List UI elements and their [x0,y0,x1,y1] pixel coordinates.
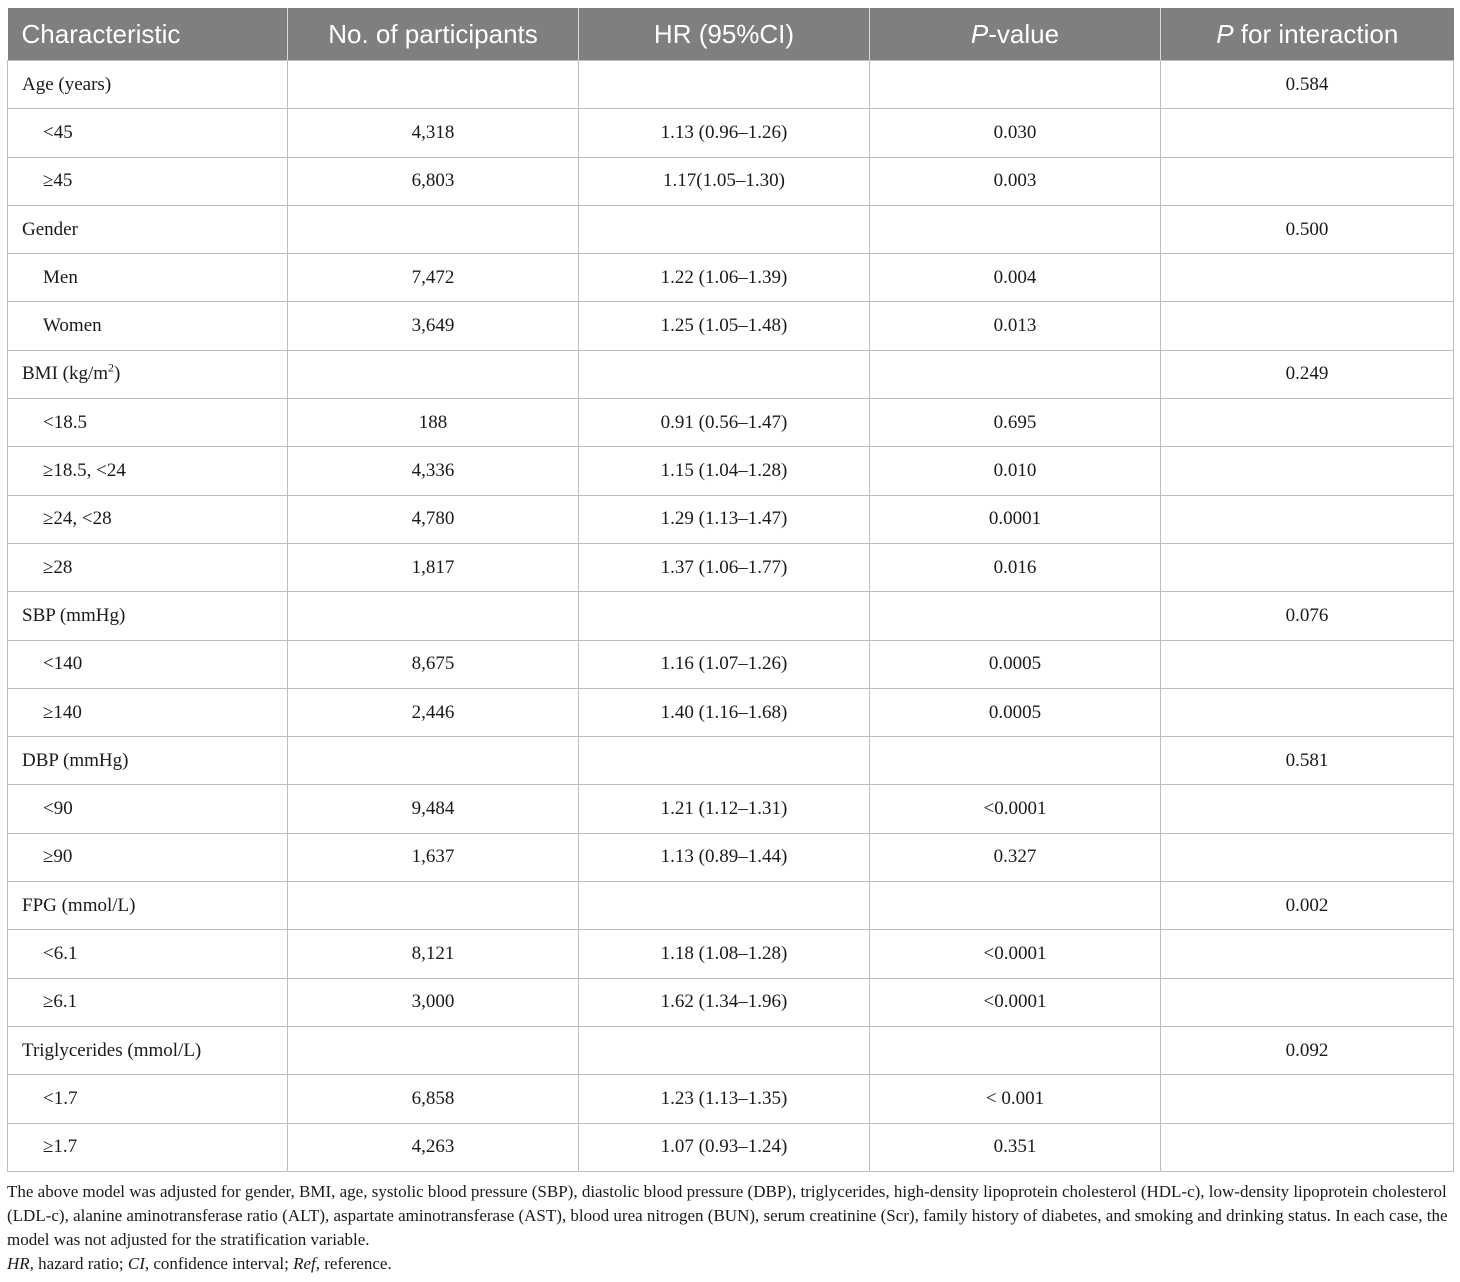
cell-p-interaction: 0.581 [1161,737,1454,785]
cell-participants: 1,817 [288,543,579,591]
cell-hr: 0.91 (0.56–1.47) [579,399,870,447]
table-row [8,350,1454,398]
cell-p-value: <0.0001 [870,930,1161,978]
cell-characteristic: Gender [8,205,288,253]
cell-hr: 1.07 (0.93–1.24) [579,1123,870,1171]
cell-characteristic: Women [8,302,288,350]
cell-p-value [870,350,1161,398]
cell-p-interaction [1161,399,1454,447]
cell-participants: 4,336 [288,447,579,495]
cell-hr: 1.37 (1.06–1.77) [579,543,870,591]
header-pint-rest: for interaction [1233,18,1399,49]
cell-p-interaction [1161,447,1454,495]
cell-participants [288,205,579,253]
cell-p-interaction [1161,157,1454,205]
cell-characteristic: <45 [8,109,288,157]
cell-characteristic: ≥90 [8,833,288,881]
cell-p-value: 0.016 [870,543,1161,591]
cell-characteristic: FPG (mmol/L) [8,882,288,930]
table-row [8,1026,1454,1074]
table-row [8,978,1454,1026]
cell-participants: 9,484 [288,785,579,833]
table-header [8,8,1454,61]
cell-characteristic: ≥6.1 [8,978,288,1026]
cell-p-value: 0.003 [870,157,1161,205]
cell-hr: 1.15 (1.04–1.28) [579,447,870,495]
cell-hr [579,350,870,398]
table-row [8,543,1454,591]
table-row [8,495,1454,543]
subgroup-analysis-table [7,8,1454,1172]
cell-p-value: 0.351 [870,1123,1161,1171]
cell-hr: 1.25 (1.05–1.48) [579,302,870,350]
cell-p-interaction [1161,640,1454,688]
header-p-italic: P [970,18,989,49]
cell-participants [288,737,579,785]
cell-participants: 8,675 [288,640,579,688]
cell-p-value: 0.004 [870,254,1161,302]
cell-p-value [870,205,1161,253]
cell-p-value: 0.327 [870,833,1161,881]
abbr-term: HR [7,1254,30,1273]
cell-p-value [870,882,1161,930]
cell-characteristic: Men [8,254,288,302]
cell-characteristic: <6.1 [8,930,288,978]
cell-hr: 1.21 (1.12–1.31) [579,785,870,833]
cell-participants: 4,780 [288,495,579,543]
header-p-value [870,8,1161,61]
cell-hr: 1.62 (1.34–1.96) [579,978,870,1026]
cell-participants: 4,263 [288,1123,579,1171]
table-row [8,1075,1454,1123]
label-text: BMI (kg/m [22,363,109,385]
cell-participants: 1,637 [288,833,579,881]
header-p-interaction [1161,8,1454,61]
cell-characteristic: DBP (mmHg) [8,737,288,785]
cell-p-interaction [1161,978,1454,1026]
cell-p-value [870,592,1161,640]
footnote-model: The above model was adjusted for gender, BMI, age, systolic blood pressure (SBP), diastolic blood pressure (DBP), triglycerides, high-density lipoprotein cholesterol (HDL-c), low-density lipoprotein cholesterol (LDL-c), alanine aminotransferase ratio (ALT), aspartate aminotransferase (AST), blood urea nitrogen (BUN), serum creatinine (Scr), family history of diabetes, and smoking and drinking status. In each case, the model was not adjusted for the stratification variable. [7,1182,1448,1249]
cell-characteristic: Age (years) [8,61,288,109]
table-row [8,61,1454,109]
label-suffix: ) [114,363,121,385]
cell-p-value [870,61,1161,109]
cell-participants: 7,472 [288,254,579,302]
cell-p-interaction [1161,833,1454,881]
cell-hr: 1.13 (0.89–1.44) [579,833,870,881]
cell-p-value: < 0.001 [870,1075,1161,1123]
label-superscript: 2 [108,361,115,376]
cell-p-value: <0.0001 [870,785,1161,833]
cell-hr [579,61,870,109]
cell-p-interaction: 0.500 [1161,205,1454,253]
header-characteristic: Characteristic [8,8,288,61]
cell-p-interaction [1161,1123,1454,1171]
table-body [8,61,1454,1172]
cell-p-interaction [1161,688,1454,736]
cell-participants [288,350,579,398]
cell-p-interaction [1161,785,1454,833]
cell-characteristic: ≥24, <28 [8,495,288,543]
table-row [8,640,1454,688]
cell-hr [579,737,870,785]
cell-p-value: 0.695 [870,399,1161,447]
table-row [8,157,1454,205]
cell-p-interaction [1161,1075,1454,1123]
cell-characteristic: ≥45 [8,157,288,205]
cell-p-interaction: 0.002 [1161,882,1454,930]
table-row [8,1123,1454,1171]
cell-characteristic: ≥28 [8,543,288,591]
cell-p-value: 0.0005 [870,688,1161,736]
cell-characteristic: ≥140 [8,688,288,736]
cell-characteristic: <1.7 [8,1075,288,1123]
table-row [8,447,1454,495]
header-row [8,8,1454,61]
cell-p-interaction [1161,109,1454,157]
cell-hr: 1.16 (1.07–1.26) [579,640,870,688]
cell-p-interaction [1161,254,1454,302]
cell-p-interaction [1161,543,1454,591]
cell-p-interaction: 0.249 [1161,350,1454,398]
cell-hr [579,882,870,930]
cell-hr [579,205,870,253]
header-participants: No. of participants [288,8,579,61]
table-row [8,205,1454,253]
cell-participants: 3,649 [288,302,579,350]
cell-hr [579,592,870,640]
results-table-container [7,8,1453,1172]
cell-characteristic: SBP (mmHg) [8,592,288,640]
cell-p-value: 0.010 [870,447,1161,495]
cell-p-value [870,1026,1161,1074]
cell-characteristic [8,350,288,398]
cell-p-value: 0.0005 [870,640,1161,688]
cell-participants: 3,000 [288,978,579,1026]
cell-participants: 2,446 [288,688,579,736]
cell-hr [579,1026,870,1074]
footnote-abbreviations [7,1252,1453,1276]
abbr-term: Ref [293,1254,316,1273]
table-row [8,737,1454,785]
cell-characteristic: ≥1.7 [8,1123,288,1171]
cell-participants [288,1026,579,1074]
cell-participants: 4,318 [288,109,579,157]
cell-characteristic: <90 [8,785,288,833]
cell-characteristic: <18.5 [8,399,288,447]
abbr-definition: , hazard ratio; [29,1254,128,1273]
cell-p-interaction [1161,302,1454,350]
table-row [8,785,1454,833]
cell-participants [288,61,579,109]
cell-participants: 6,858 [288,1075,579,1123]
cell-hr: 1.22 (1.06–1.39) [579,254,870,302]
table-row [8,592,1454,640]
table-footnotes [7,1180,1453,1276]
table-row [8,688,1454,736]
cell-participants [288,592,579,640]
header-p-rest: -value [988,18,1060,49]
cell-hr: 1.23 (1.13–1.35) [579,1075,870,1123]
cell-p-value: 0.030 [870,109,1161,157]
cell-participants: 188 [288,399,579,447]
cell-p-value: <0.0001 [870,978,1161,1026]
cell-p-interaction: 0.092 [1161,1026,1454,1074]
cell-participants: 6,803 [288,157,579,205]
cell-participants: 8,121 [288,930,579,978]
cell-characteristic: <140 [8,640,288,688]
cell-hr: 1.17(1.05–1.30) [579,157,870,205]
table-row [8,882,1454,930]
table-row [8,399,1454,447]
cell-participants [288,882,579,930]
header-pint-italic: P [1216,18,1234,49]
cell-characteristic: ≥18.5, <24 [8,447,288,495]
cell-characteristic: Triglycerides (mmol/L) [8,1026,288,1074]
cell-p-interaction [1161,930,1454,978]
cell-p-value: 0.0001 [870,495,1161,543]
cell-p-interaction: 0.076 [1161,592,1454,640]
cell-p-interaction: 0.584 [1161,61,1454,109]
table-row [8,109,1454,157]
table-row [8,833,1454,881]
abbr-definition: , reference. [315,1254,392,1273]
cell-hr: 1.29 (1.13–1.47) [579,495,870,543]
cell-hr: 1.40 (1.16–1.68) [579,688,870,736]
cell-hr: 1.13 (0.96–1.26) [579,109,870,157]
abbr-definition: , confidence interval; [144,1254,294,1273]
cell-p-value [870,737,1161,785]
cell-hr: 1.18 (1.08–1.28) [579,930,870,978]
table-row [8,930,1454,978]
table-row [8,302,1454,350]
header-hr: HR (95%CI) [579,8,870,61]
cell-p-interaction [1161,495,1454,543]
table-row [8,254,1454,302]
cell-p-value: 0.013 [870,302,1161,350]
abbr-term: CI [127,1254,145,1273]
